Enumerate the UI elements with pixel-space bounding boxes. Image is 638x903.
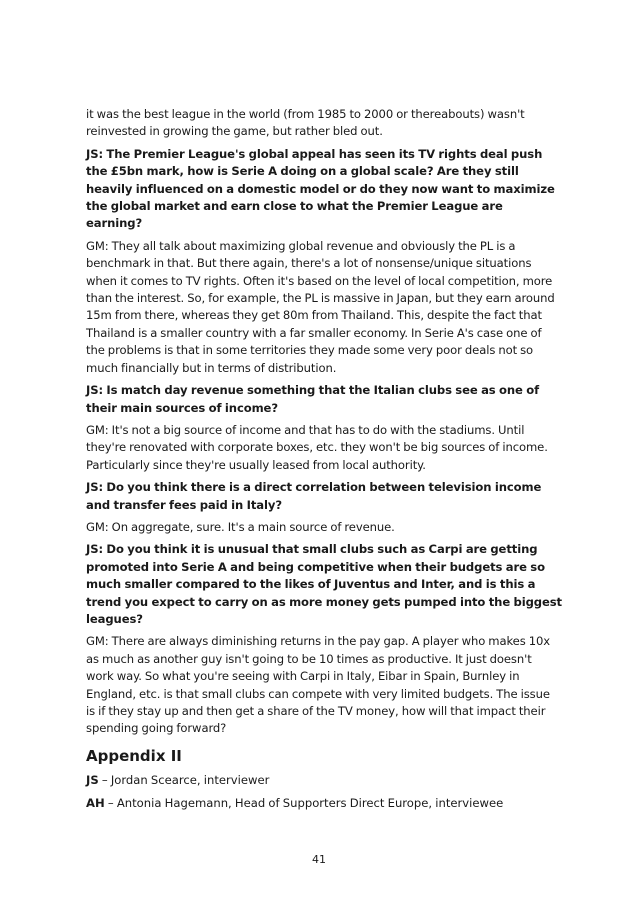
appendix-heading: Appendix II: [86, 746, 182, 765]
answer-paragraph: it was the best league in the world (from 1985 to 2000 or thereabouts) wasn't reinvested in growing the game, but rather bled out.: [86, 107, 525, 139]
answer-paragraph: GM: It's not a big source of income and that has to do with the stadiums. Until they're renovated with corporate boxes, etc. they won't be big sources of income. Particularly since they're usually leased from local authority.: [86, 422, 548, 472]
question-paragraph: JS: Do you think it is unusual that small clubs such as Carpi are getting promoted into Serie A and being competitive when their budgets are so much smaller compared to the likes of Juventus and Inter, and is this a trend you expect to carry on as more money gets pumped into the biggest leagues?: [86, 542, 562, 626]
page-content: [86, 106, 562, 818]
question-paragraph: JS: Do you think there is a direct correlation between television income and transfer fees paid in Italy?: [86, 480, 542, 512]
participant-entry: [86, 772, 562, 789]
participant-entry: [86, 795, 562, 812]
page-number: 41: [312, 853, 326, 866]
answer-paragraph: GM: On aggregate, sure. It's a main source of revenue.: [86, 519, 395, 534]
participant-description: – Antonia Hagemann, Head of Supporters Direct Europe, interviewee: [104, 795, 504, 810]
question-paragraph: JS: The Premier League's global appeal has seen its TV rights deal push the £5bn mark, how is Serie A doing on a global scale? Are they still heavily influenced on a domestic model or do they now want to maximize the global market and earn close to what the Premier League are earning?: [86, 146, 555, 231]
participant-description: – Jordan Scearce, interviewer: [98, 772, 270, 787]
answer-paragraph: GM: They all talk about maximizing global revenue and obviously the PL is a benchmark in that. But there again, there's a lot of nonsense/unique situations when it comes to TV rights. Often it's based on the level of local competition, more than the interest. So, for example, the PL is massive in Japan, but they earn around 15m from there, whereas they get 80m from Thailand. This, despite the fact that Thailand is a smaller country with a far smaller economy. In Serie A's case one of the problems is that in some territories they made some very poor deals not so much financially but in terms of distribution.: [86, 238, 555, 375]
answer-paragraph: GM: There are always diminishing returns in the pay gap. A player who makes 10x as much as another guy isn't going to be 10 times as productive. It just doesn't work way. So what you're seeing with Carpi in Italy, Eibar in Spain, Burnley in England, etc. is that small clubs can compete with very limited budgets. The issue is if they stay up and then get a share of the TV money, how will that impact their spending going forward?: [86, 634, 551, 736]
participant-initials: JS: [86, 772, 99, 787]
participant-initials: AH: [86, 795, 105, 810]
question-paragraph: JS: Is match day revenue something that the Italian clubs see as one of their main sources of income?: [86, 383, 540, 415]
